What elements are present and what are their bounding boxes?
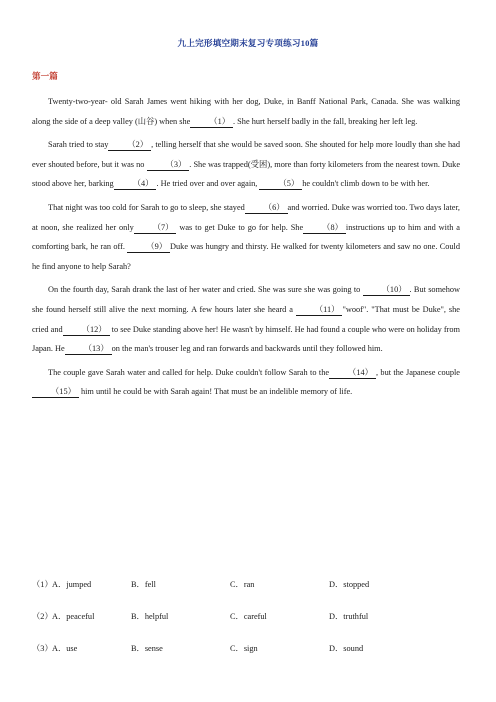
paragraph-2 xyxy=(32,135,460,194)
answer-blank: （3） xyxy=(147,159,190,171)
option-c: C．ran xyxy=(230,580,255,589)
document-title: 九上完形填空期末复习专项练习10篇 xyxy=(177,38,319,48)
passage-text: . But somehow she found herself still alive the next morning. A few hours later she heard a xyxy=(32,285,461,314)
question-number: （3） xyxy=(32,644,53,653)
paragraph-1 xyxy=(32,92,460,131)
passage-text: to see Duke standing above her! He wasn't by himself. He had found a couple who were on holiday from Japan. He xyxy=(32,324,460,354)
passage-text: That night was too cold for Sarah to go to sleep, she stayed xyxy=(48,202,245,212)
answer-blank: （10） xyxy=(363,284,410,296)
section-heading: 第一篇 xyxy=(32,71,58,81)
paragraph-5 xyxy=(32,363,460,402)
passage-text: . He tried over and over again, xyxy=(156,179,260,189)
option-a: A．jumped xyxy=(52,580,92,589)
passage-text: "woof". "That must be Duke", she cried and xyxy=(32,304,460,334)
option-a: A．use xyxy=(52,644,78,653)
option-a: A．peaceful xyxy=(52,612,95,621)
options-row xyxy=(32,572,460,604)
passage-text: The couple gave Sarah water and called for help. Duke couldn't follow Sarah to the xyxy=(48,367,330,377)
option-b: B．fell xyxy=(131,580,156,589)
passage-text: . She was trapped(受困), more than forty kilometers from the nearest town. Duke stood above her, barking xyxy=(32,159,461,189)
options-row xyxy=(32,636,460,668)
passage-text: he couldn't climb down to be with her. xyxy=(302,179,430,189)
passage-text: on the man's trouser leg and ran forwards and backwards until they followed him. xyxy=(111,344,383,354)
passage-text: Duke was hungry and thirsty. He walked for twenty kilometers and saw no one. Could he find anyone to help Sarah? xyxy=(32,242,460,271)
answer-blank: （8） xyxy=(303,222,346,234)
answer-blank: （1） xyxy=(190,116,233,128)
options-row xyxy=(32,604,460,636)
paragraph-4 xyxy=(32,280,460,358)
passage-text: was to get Duke to go for help. She xyxy=(176,222,304,232)
answer-blank: （9） xyxy=(127,241,170,253)
answer-blank: （6） xyxy=(245,202,288,214)
passage-text: On the fourth day, Sarah drank the last of her water and cried. She was sure she was going to xyxy=(48,285,363,295)
answer-blank: （4） xyxy=(114,178,157,190)
passage-text: Twenty-two-year- old Sarah James went hiking with her dog, Duke, in Banff National Park, Canada. She was walking along the side of a deep valley (山谷) when she xyxy=(32,97,460,126)
passage-text: and worried. Duke was worried too. Two days later, at noon, she realized her only xyxy=(32,202,460,232)
option-c: C．sign xyxy=(230,644,258,653)
answer-blank: （14） xyxy=(329,367,376,379)
passage-text: , telling herself that she would be saved soon. She shouted for help more loudly than she had ever shouted before, but it was no xyxy=(32,140,460,169)
passage-text: . She hurt herself badly in the fall, breaking her left leg. xyxy=(233,116,418,126)
answer-blank: （2） xyxy=(108,139,151,151)
option-d: D．truthful xyxy=(329,612,369,621)
answer-blank: （12） xyxy=(63,324,110,336)
passage-text: Sarah tried to stay xyxy=(48,140,109,150)
passage-text: , but the Japanese couple xyxy=(375,367,460,377)
option-d: D．sound xyxy=(329,644,364,653)
options-list xyxy=(32,572,460,668)
question-number: （2） xyxy=(32,612,53,621)
option-b: B．sense xyxy=(131,644,163,653)
answer-blank: （15） xyxy=(32,386,79,398)
option-d: D．stopped xyxy=(329,580,370,589)
answer-blank: （13） xyxy=(65,343,112,355)
option-b: B．helpful xyxy=(131,612,169,621)
option-c: C．careful xyxy=(230,612,267,621)
question-number: （1） xyxy=(32,580,53,589)
passage-text: him until he could be with Sarah again! That must be an indelible memory of life. xyxy=(78,387,353,397)
paragraph-3 xyxy=(32,198,460,276)
answer-blank: （5） xyxy=(259,178,302,190)
passage-text: instructions up to him and with a comforting bark, he ran off. xyxy=(32,222,460,252)
passage xyxy=(32,92,460,406)
answer-blank: （11） xyxy=(296,304,343,316)
answer-blank: （7） xyxy=(134,222,177,234)
